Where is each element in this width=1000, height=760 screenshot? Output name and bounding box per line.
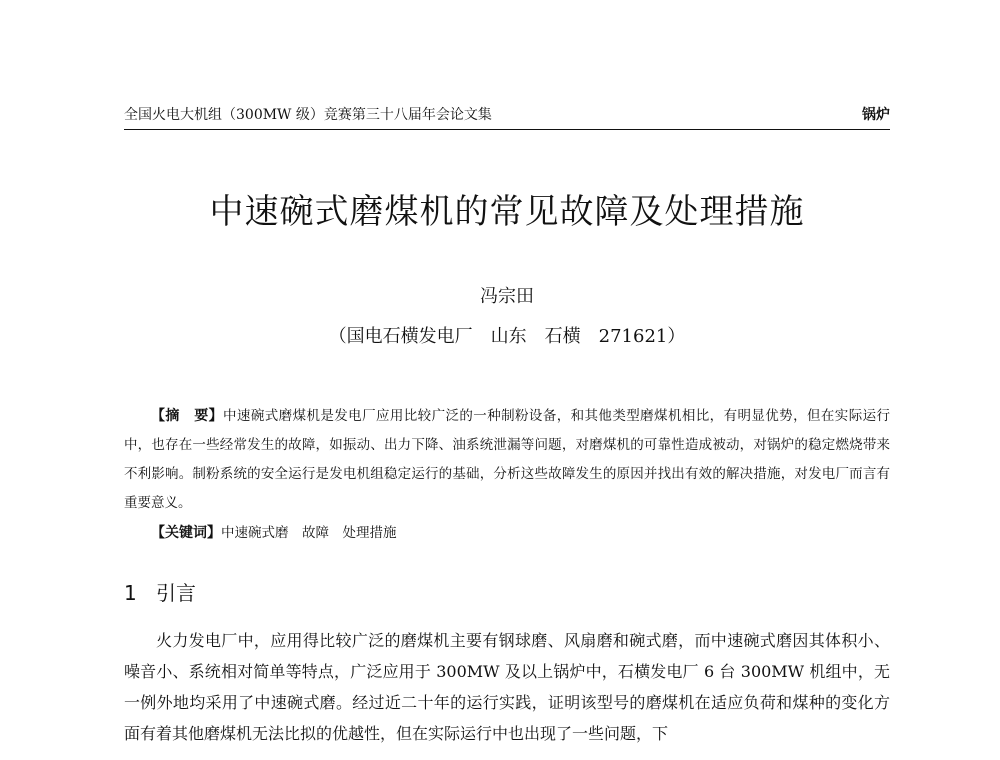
abstract-label: 【摘 要】 <box>151 408 224 424</box>
section-title: 引言 <box>156 581 196 605</box>
paper-title: 中速碗式磨煤机的常见故障及处理措施 <box>209 192 805 232</box>
section-heading <box>124 579 524 607</box>
author-name: 冯宗田 <box>480 286 534 307</box>
keywords-label: 【关键词】 <box>151 525 221 541</box>
keywords-text: 中速碗式磨 故障 处理措施 <box>221 525 397 541</box>
running-header <box>124 106 890 128</box>
abstract-block <box>124 402 890 518</box>
section-label: 锅炉 <box>862 107 890 123</box>
author-affiliation: （国电石横发电厂 山东 石横 271621） <box>328 326 686 347</box>
header-divider <box>124 129 890 130</box>
section-number: 1 <box>124 581 137 605</box>
body-text <box>124 625 890 749</box>
keywords-line <box>124 521 890 545</box>
body-paragraph: 火力发电厂中，应用得比较广泛的磨煤机主要有钢球磨、风扇磨和碗式磨，而中速碗式磨因其体积小、噪音小、系统相对简单等特点，广泛应用于 300MW 及以上锅炉中，石横发电厂 6 台 300MW 机组中，无一例外地均采用了中速碗式磨。经过近二十年的运行实践，证明该型号的磨煤机在适应负荷和煤种的变化方面有着其他磨煤机无法比拟的优越性，但在实际运行中也出现了一些问题，下 <box>124 631 890 743</box>
series-title: 全国火电大机组（300MW 级）竞赛第三十八届年会论文集 <box>124 107 492 123</box>
abstract-text: 中速碗式磨煤机是发电厂应用比较广泛的一种制粉设备，和其他类型磨煤机相比，有明显优势，但在实际运行中，也存在一些经常发生的故障，如振动、出力下降、油系统泄漏等问题，对磨煤机的可靠性造成被动，对锅炉的稳定燃烧带来不利影响。制粉系统的安全运行是发电机组稳定运行的基础，分析这些故障发生的原因并找出有效的解决措施，对发电厂而言有重要意义。 <box>124 408 891 511</box>
abstract-paragraph <box>124 402 890 518</box>
